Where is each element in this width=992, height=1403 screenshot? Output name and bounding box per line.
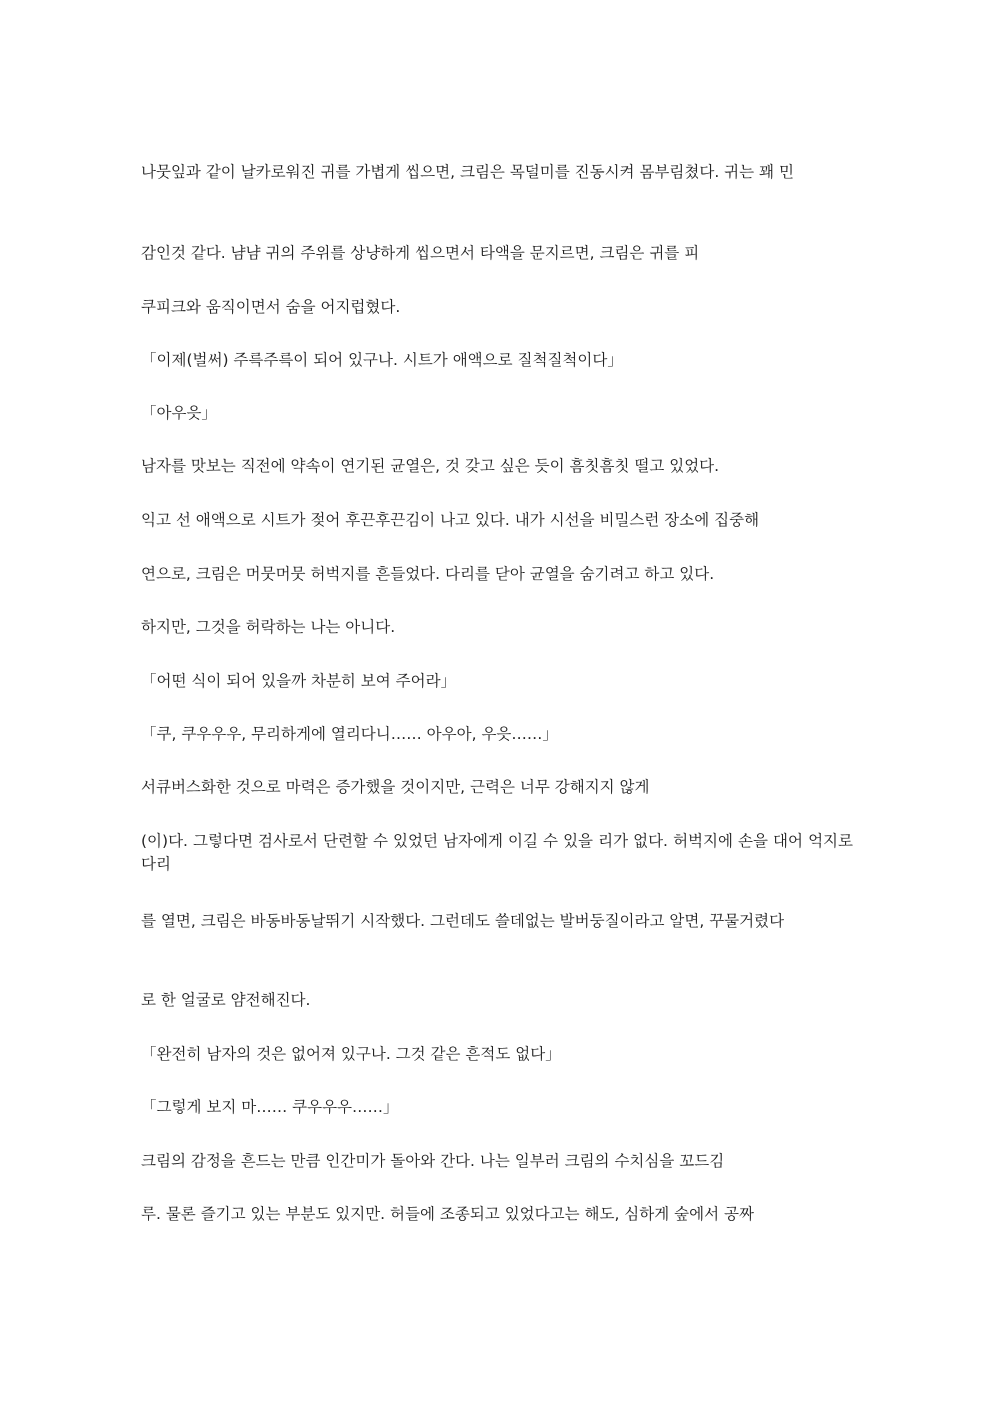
paragraph: 「어떤 식이 되어 있을까 차분히 보여 주어라」	[141, 672, 457, 690]
paragraph: 「아우읏」	[141, 404, 217, 422]
paragraph: 쿠피크와 움직이면서 숨을 어지럽혔다.	[141, 298, 401, 316]
paragraph: 를 열면, 크림은 바동바동날뛰기 시작했다. 그런데도 쓸데없는 발버둥질이라고 알면, 꾸물거렸다	[141, 912, 785, 930]
paragraph: 서큐버스화한 것으로 마력은 증가했을 것이지만, 근력은 너무 강해지지 않게	[141, 778, 650, 796]
paragraph: 로 한 얼굴로 얌전해진다.	[141, 991, 311, 1009]
paragraph: 익고 선 애액으로 시트가 젖어 후끈후끈김이 나고 있다. 내가 시선을 비밀스런 장소에 집중해	[141, 511, 760, 529]
paragraph: 크림의 감정을 흔드는 만큼 인간미가 돌아와 간다. 나는 일부러 크림의 수치심을 꼬드김	[141, 1152, 725, 1170]
paragraph: 「쿠, 쿠우우우, 무리하게에 열리다니…… 아우아, 우읏……」	[141, 725, 558, 743]
paragraph: 나뭇잎과 같이 날카로워진 귀를 가볍게 씹으면, 크림은 목덜미를 진동시켜 몸부림쳤다. 귀는 꽤 민	[141, 163, 794, 181]
paragraph: 하지만, 그것을 허락하는 나는 아니다.	[141, 618, 396, 636]
paragraph: 「그렇게 보지 마…… 쿠우우우……」	[141, 1098, 399, 1116]
paragraph: 연으로, 크림은 머뭇머뭇 허벅지를 흔들었다. 다리를 닫아 균열을 숨기려고 하고 있다.	[141, 565, 715, 583]
paragraph: 「완전히 남자의 것은 없어져 있구나. 그것 같은 흔적도 없다」	[141, 1045, 561, 1063]
paragraph: 감인것 같다. 냠냠 귀의 주위를 상냥하게 씹으면서 타액을 문지르면, 크림은 귀를 피	[141, 244, 700, 262]
paragraph: (이)다. 그렇다면 검사로서 단련할 수 있었던 남자에게 이길 수 있을 리가 없다. 허벅지에 손을 대어 억지로 다리	[141, 832, 853, 873]
paragraph: 「이제(벌써) 주륵주륵이 되어 있구나. 시트가 애액으로 질척질척이다」	[141, 351, 623, 369]
paragraph: 남자를 맛보는 직전에 약속이 연기된 균열은, 것 갖고 싶은 듯이 흠칫흠칫 떨고 있었다.	[141, 457, 720, 475]
paragraph: 루. 물론 즐기고 있는 부분도 있지만. 허들에 조종되고 있었다고는 해도, 심하게 숲에서 공짜	[141, 1205, 754, 1223]
